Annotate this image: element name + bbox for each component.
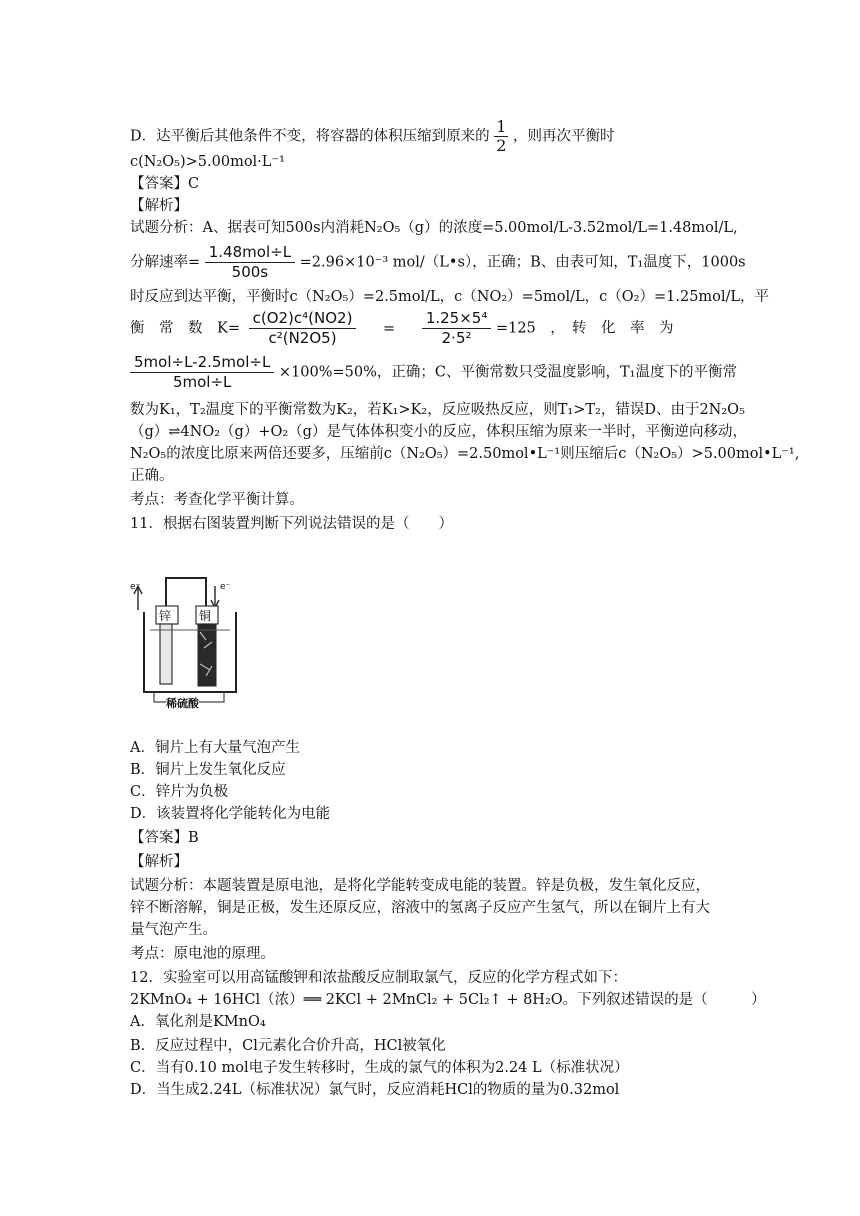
- q11-option: A．铜片上有大量气泡产生: [130, 740, 300, 756]
- q10-analysis-line: 时反应到达平衡，平衡时c（N₂O₅）=2.5mol/L，c（NO₂）=5mol/L，c（O₂）=1.25mol/L，平: [130, 289, 770, 305]
- k-result: =125 ， 转 化 率 为: [495, 320, 674, 337]
- k-label: 衡 常 数 K=: [130, 320, 240, 337]
- q12-option: D．当生成2.24L（标准状况）氯气时，反应消耗HCl的物质的量为0.32mol: [130, 1082, 620, 1098]
- q10-kaodian: 考点：考查化学平衡计算。: [130, 492, 304, 508]
- q10-analysis-line: （g）⇌4NO₂（g）+O₂（g）是气体体积变小的反应，体积压缩为原来一半时，平衡逆向移动，: [130, 424, 747, 440]
- q10-answer: 【答案】C: [130, 176, 200, 192]
- k-value-denominator: 2·5²: [441, 329, 472, 347]
- q11-option: B．铜片上发生氧化反应: [130, 762, 286, 778]
- q12-equation: 2KMnO₄ + 16HCl（浓）══ 2KCl + 2MnCl₂ + 5Cl₂↑ + 8H₂O。下列叙述错误的是（ ）: [130, 992, 766, 1008]
- q10-k-line: [130, 310, 674, 347]
- q10-rate-line: [130, 244, 746, 281]
- k-value-fraction: [422, 310, 492, 347]
- k-denominator: c²(N2O5): [268, 329, 337, 347]
- conversion-result: ×100%=50%，正确；C、平衡常数只受温度影响，T₁温度下的平衡常: [278, 364, 737, 381]
- q10-option-d-line2: c(N₂O₅)>5.00mol·L⁻¹: [130, 154, 285, 170]
- q12-option: A．氧化剂是KMnO₄: [130, 1014, 266, 1030]
- q10-option-d: [130, 118, 615, 155]
- q11-analysis-heading: 【解析】: [130, 854, 188, 870]
- solution-label: 稀硫酸: [166, 697, 199, 710]
- q10-analysis-line: 试题分析：A、据表可知500s内消耗N₂O₅（g）的浓度=5.00mol/L-3.52mol/L=1.48mol/L,: [130, 220, 738, 236]
- q11-kaodian: 考点：原电池的原理。: [130, 946, 275, 962]
- q11-analysis-line: 试题分析：本题装置是原电池，是将化学能转变成电能的装置。锌是负极，发生氧化反应，: [130, 878, 710, 894]
- q11-option: D．该装置将化学能转化为电能: [130, 806, 331, 822]
- q10-analysis-line: N₂O₅的浓度比原来两倍还要多，压缩前c（N₂O₅）=2.50mol•L⁻¹则压缩后c（N₂O₅）>5.00mol•L⁻¹,: [130, 446, 800, 462]
- electron-flow-left-label: e⁻: [130, 582, 141, 592]
- rate-fraction: [205, 244, 295, 281]
- q10-analysis-line: 正确。: [130, 468, 174, 484]
- conversion-fraction: [130, 354, 274, 391]
- q11-option: C．锌片为负极: [130, 784, 229, 800]
- option-d-suffix: ，则再次平衡时: [513, 128, 615, 145]
- q10-conversion-line: [130, 354, 737, 391]
- k-fraction: [249, 310, 357, 347]
- copper-electrode-label: 铜: [199, 609, 212, 623]
- fraction-denominator: 2: [496, 136, 507, 155]
- zinc-electrode-label: 锌: [159, 609, 172, 623]
- k-numerator: c(O2)c⁴(NO2): [249, 310, 357, 329]
- conversion-numerator: 5mol÷L-2.5mol÷L: [130, 354, 274, 373]
- half-fraction: [494, 118, 508, 155]
- q12-stem: 12．实验室可以用高锰酸钾和浓盐酸反应制取氯气，反应的化学方程式如下：: [130, 970, 627, 986]
- conversion-denominator: 5mol÷L: [172, 373, 232, 391]
- q11-answer: 【答案】B: [130, 830, 199, 846]
- rate-label: 分解速率=: [130, 254, 201, 271]
- q10-analysis-line: 数为K₁，T₂温度下的平衡常数为K₂，若K₁>K₂，反应吸热反应，则T₁>T₂，错误D、由于2N₂O₅: [130, 402, 745, 418]
- rate-denominator: 500s: [231, 263, 269, 281]
- q12-option: C．当有0.10 mol电子发生转移时，生成的氯气的体积为2.24 L（标准状况）: [130, 1060, 629, 1076]
- q10-analysis-heading: 【解析】: [130, 198, 188, 214]
- q11-analysis-line: 锌不断溶解，铜是正极，发生还原反应，溶液中的氢离子反应产生氢气，所以在铜片上有大: [130, 900, 710, 916]
- option-d-prefix: D．达平衡后其他条件不变，将容器的体积压缩到原来的: [130, 128, 490, 145]
- q11-stem: 11．根据右图装置判断下列说法错误的是（ ）: [130, 516, 453, 532]
- galvanic-cell-figure: [130, 568, 240, 710]
- q12-option: B．反应过程中，Cl元素化合价升高，HCl被氧化: [130, 1038, 446, 1054]
- k-equals: =: [383, 320, 396, 337]
- q11-analysis-line: 量气泡产生。: [130, 922, 217, 938]
- k-value-numerator: 1.25×5⁴: [422, 310, 492, 329]
- rate-numerator: 1.48mol÷L: [205, 244, 295, 263]
- fraction-numerator: 1: [496, 117, 507, 136]
- electron-flow-right-label: e⁻: [220, 582, 231, 592]
- rate-result: =2.96×10⁻³ mol/（L•s），正确；B、由表可知，T₁温度下，1000s: [299, 254, 746, 271]
